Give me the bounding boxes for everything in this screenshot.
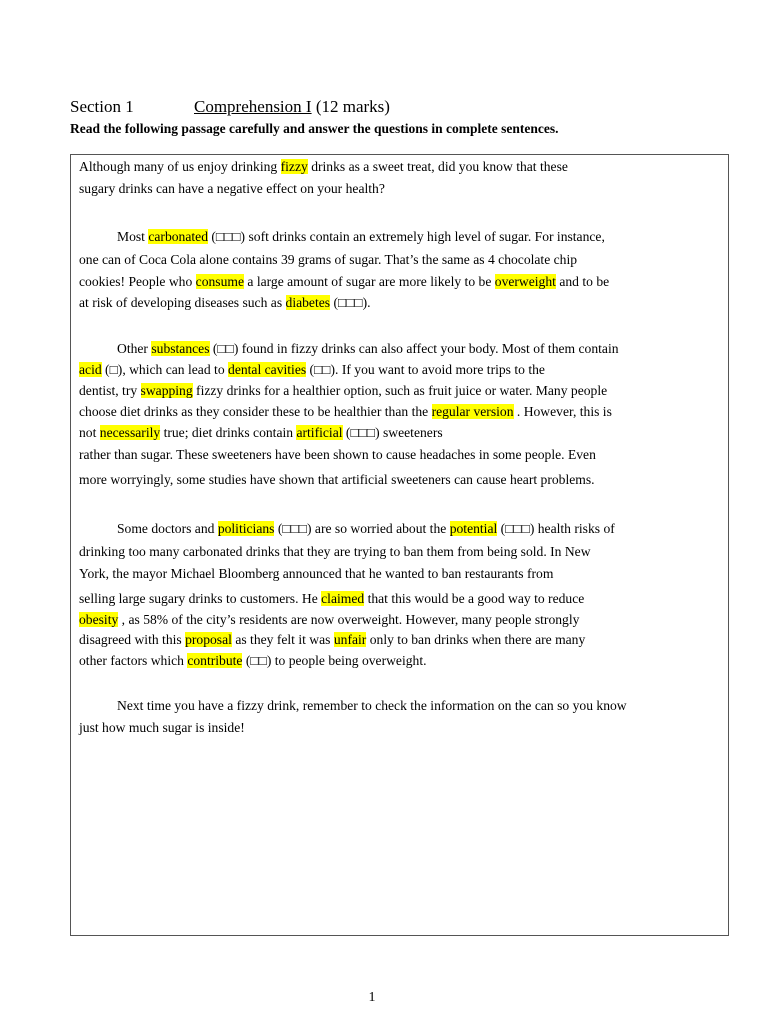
passage-text: dentist, try <box>79 383 141 398</box>
passage-line <box>79 471 595 489</box>
passage-line <box>79 382 607 400</box>
passage-line <box>79 543 591 561</box>
passage-line <box>79 446 596 464</box>
passage-text: Although many of us enjoy drinking <box>79 159 281 174</box>
passage-text: Most <box>117 229 149 244</box>
passage-text: only to ban drinks when there are many <box>366 632 586 647</box>
highlighted-word: diabetes <box>285 295 331 310</box>
passage-text: drinks as a sweet treat, did you know that these <box>307 159 568 174</box>
section-header <box>70 96 710 137</box>
highlighted-word: contribute <box>187 653 243 668</box>
passage-text: a large amount of sugar are more likely to be <box>243 274 495 289</box>
passage-text: selling large sugary drinks to customers. He <box>79 591 322 606</box>
highlighted-word: consume <box>195 274 244 289</box>
passage-line <box>79 565 553 583</box>
passage-text: fizzy drinks for a healthier option, such as fruit juice or water. Many people <box>192 383 608 398</box>
passage-text: just how much sugar is inside! <box>79 720 245 735</box>
passage-text: (□□) found in fizzy drinks can also affect your body. Most of them contain <box>209 341 619 356</box>
passage-line <box>79 631 585 649</box>
passage-line <box>79 180 385 198</box>
highlighted-word: overweight <box>494 274 556 289</box>
passage-text: that this would be a good way to reduce <box>364 591 585 606</box>
passage-box <box>70 154 729 936</box>
passage-text: as they felt it was <box>231 632 334 647</box>
passage-text: (□□□) sweeteners <box>342 425 443 440</box>
passage-text: other factors which <box>79 653 188 668</box>
passage-text: sugary drinks can have a negative effect on your health? <box>79 181 385 196</box>
highlighted-word: substances <box>151 341 210 356</box>
passage-text: at risk of developing diseases such as <box>79 295 286 310</box>
passage-line <box>79 294 371 312</box>
passage-text: (□), which can lead to <box>101 362 229 377</box>
passage-line <box>79 424 443 442</box>
passage-text: true; diet drinks contain <box>160 425 297 440</box>
passage-line <box>79 652 427 670</box>
passage-text: cookies! People who <box>79 274 196 289</box>
highlighted-word: carbonated <box>148 229 208 244</box>
page-number: 1 <box>368 990 376 1005</box>
passage-text: more worryingly, some studies have shown that artificial sweeteners can cause heart problems. <box>79 472 595 487</box>
passage-text: one can of Coca Cola alone contains 39 grams of sugar. That’s the same as 4 chocolate chip <box>79 252 578 267</box>
section-title-line <box>70 96 710 118</box>
passage-line <box>117 697 627 715</box>
passage-text: (□□□) health risks of <box>497 521 615 536</box>
passage-text: choose diet drinks as they consider these to be healthier than the <box>79 404 432 419</box>
highlighted-word: proposal <box>185 632 232 647</box>
passage-text: (□□) to people being overweight. <box>242 653 427 668</box>
highlighted-word: dental cavities <box>228 362 307 377</box>
highlighted-word: artificial <box>296 425 343 440</box>
passage-text: , as 58% of the city’s residents are now overweight. However, many people strongly <box>118 612 580 627</box>
highlighted-word: necessarily <box>99 425 161 440</box>
passage-text: (□□). If you want to avoid more trips to the <box>306 362 545 377</box>
passage-line <box>79 361 545 379</box>
highlighted-word: claimed <box>321 591 365 606</box>
passage-line <box>79 251 577 269</box>
highlighted-word: politicians <box>217 521 275 536</box>
comprehension-title: Comprehension I <box>194 97 312 116</box>
passage-text: Next time you have a fizzy drink, remember to check the information on the can so you know <box>117 698 627 713</box>
passage-text: York, the mayor Michael Bloomberg announced that he wanted to ban restaurants from <box>79 566 554 581</box>
passage-line <box>79 158 568 176</box>
passage-text: (□□□) soft drinks contain an extremely high level of sugar. For instance, <box>208 229 605 244</box>
passage-text: Some doctors and <box>117 521 218 536</box>
passage-text: Other <box>117 341 152 356</box>
passage-text: (□□□). <box>330 295 371 310</box>
passage-line <box>79 273 609 291</box>
passage-text: (□□□) are so worried about the <box>274 521 450 536</box>
passage-line <box>117 520 615 538</box>
highlighted-word: unfair <box>333 632 367 647</box>
passage-line <box>79 403 612 421</box>
highlighted-word: swapping <box>140 383 193 398</box>
highlighted-word: potential <box>449 521 498 536</box>
passage-text: and to be <box>555 274 610 289</box>
marks-label: (12 marks) <box>315 97 390 116</box>
highlighted-word: obesity <box>79 612 119 627</box>
passage-line <box>79 719 245 737</box>
highlighted-word: fizzy <box>280 159 308 174</box>
passage-text: not <box>79 425 100 440</box>
passage-line <box>117 340 619 358</box>
passage-text: rather than sugar. These sweeteners have been shown to cause headaches in some people. Even <box>79 447 596 462</box>
passage-line <box>117 228 605 246</box>
passage-line <box>79 611 579 629</box>
passage-text: disagreed with this <box>79 632 186 647</box>
instruction-text: Read the following passage carefully and answer the questions in complete sentences. <box>70 121 559 136</box>
passage-text: . However, this is <box>513 404 612 419</box>
passage-text: drinking too many carbonated drinks that they are trying to ban them from being sold. In New <box>79 544 591 559</box>
highlighted-word: acid <box>79 362 102 377</box>
highlighted-word: regular version <box>431 404 514 419</box>
passage-line <box>79 590 584 608</box>
section-label: Section 1 <box>70 97 134 116</box>
